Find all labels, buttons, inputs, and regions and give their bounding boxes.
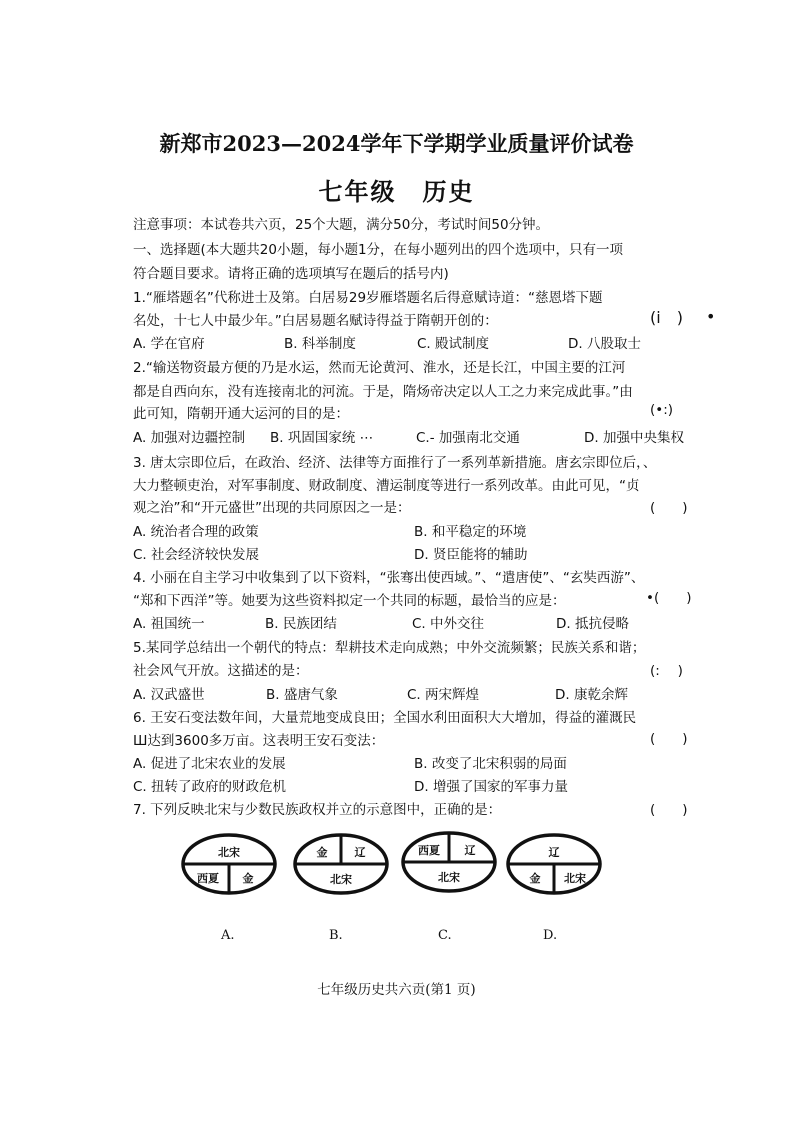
q5-line2: 社会风气开放。这描述的是： xyxy=(133,663,309,679)
q2-line1: 2.“输送物资最方便的乃是水运，然而无论黄河、淮水，还是长江，中国主要的江河 xyxy=(133,360,626,376)
diagram-b xyxy=(292,832,390,896)
q3-line2: 大力整顿吏治，对军事制度、财政制度、漕运制度等进行一系列改革。由此可见，“贞 xyxy=(133,478,640,494)
q6-option-c: C. 扭转了政府的财政危机 xyxy=(133,779,287,795)
q1-option-d: D. 八股取士 xyxy=(568,336,641,352)
q6-option-d: D. 增强了国家的军事力量 xyxy=(414,779,568,795)
notice-text: 注意事项：本试卷共六页，25个大题，满分50分，考试时间50分钟。 xyxy=(133,217,550,233)
diagram-d-bottom-left-label: 金 xyxy=(529,872,541,885)
exam-subtitle: 七年级 历史 xyxy=(318,177,475,206)
diagram-c-top-right-label: 辽 xyxy=(464,844,476,857)
q3-option-c: C. 社会经济较快发展 xyxy=(133,547,260,563)
diagram-c xyxy=(400,830,498,894)
section1-line2: 符合题目要求。请将正确的选项填写在题后的括号内) xyxy=(133,266,449,282)
q5-option-d: D. 康乾余辉 xyxy=(555,687,628,703)
diagram-a-top-label: 北宋 xyxy=(218,846,240,859)
q3-answer-paren[interactable]: ( ) xyxy=(650,500,688,516)
q1-option-a: A. 学在官府 xyxy=(133,336,205,352)
diagram-a-option-label[interactable]: A. xyxy=(221,928,235,943)
q1-dot-mark: • xyxy=(706,307,716,326)
q4-line2: “郑和下西洋”等。她要为这些资料拟定一个共同的标题，最恰当的应是： xyxy=(133,593,566,609)
diagram-a xyxy=(180,832,278,896)
diagram-a-bottom-right-label: 金 xyxy=(242,872,254,885)
exam-title: 新郑市2023—2024学年下学期学业质量评价试卷 xyxy=(159,131,634,156)
q6-option-a: A. 促进了北宋农业的发展 xyxy=(133,756,286,772)
q7-line1: 7. 下列反映北宋与少数民族政权并立的示意图中，正确的是： xyxy=(133,802,502,818)
q3-option-a: A. 统治者合理的政策 xyxy=(133,524,259,540)
q1-line1: 1.“雁塔题名”代称进士及第。白居易29岁雁塔题名后得意赋诗道：“慈恩塔下题 xyxy=(133,290,603,306)
q2-option-b: B. 巩固国家统 ⋯ xyxy=(270,430,374,446)
q1-option-b: B. 科举制度 xyxy=(284,336,356,352)
q1-line2: 名处，十七人中最少年。”白居易题名赋诗得益于隋朝开创的： xyxy=(133,313,498,329)
q4-line1: 4. 小丽在自主学习中收集到了以下资料，“张骞出使西域。”、“遣唐使”、“玄奘西游”、 xyxy=(133,570,645,586)
diagram-d-option-label[interactable]: D. xyxy=(543,928,558,943)
q5-line1: 5.某同学总结出一个朝代的特点：犁耕技术走向成熟；中外交流频繁；民族关系和谐； xyxy=(133,640,646,656)
q4-option-d: D. 抵抗侵略 xyxy=(556,616,629,632)
q3-line1: 3. 唐太宗即位后，在政治、经济、法律等方面推行了一系列革新措施。唐玄宗即位后，、 xyxy=(133,455,657,471)
diagram-d-bottom-right-label: 北宋 xyxy=(564,872,586,885)
q4-answer-paren[interactable]: •( ) xyxy=(646,590,692,606)
diagram-a-bottom-left-label: 西夏 xyxy=(197,872,219,885)
diagram-d-top-label: 辽 xyxy=(548,846,560,859)
diagram-d xyxy=(505,832,603,896)
q7-answer-paren[interactable]: ( ) xyxy=(650,802,688,818)
q2-option-a: A. 加强对边疆控制 xyxy=(133,430,246,446)
page-footer: 七年级历史共六贡(第1 页) xyxy=(317,982,476,998)
diagram-b-option-label[interactable]: B. xyxy=(329,928,343,943)
q1-answer-paren[interactable]: (i ) xyxy=(650,308,683,327)
diagram-c-bottom-label: 北宋 xyxy=(438,871,460,884)
q5-option-b: B. 盛唐气象 xyxy=(266,687,338,703)
q4-option-b: B. 民族团结 xyxy=(265,616,337,632)
diagram-c-top-left-label: 西夏 xyxy=(418,844,440,857)
diagram-b-bottom-label: 北宋 xyxy=(330,873,352,886)
q3-option-b: B. 和平稳定的环境 xyxy=(414,524,527,540)
q3-option-d: D. 贤臣能将的辅助 xyxy=(414,547,528,563)
q6-answer-paren[interactable]: ( ) xyxy=(650,731,688,747)
q2-answer-paren[interactable]: (•:) xyxy=(650,402,674,418)
diagram-b-top-left-label: 金 xyxy=(316,846,328,859)
diagram-b-top-right-label: 辽 xyxy=(354,846,366,859)
q1-option-c: C. 殿试制度 xyxy=(417,336,490,352)
section1-line1: 一、选择题(本大题共20小题，每小题1分，在每小题列出的四个选项中，只有一项 xyxy=(133,242,624,258)
q2-line3: 此可知，隋朝开通大运河的目的是： xyxy=(133,406,349,422)
diagram-c-option-label[interactable]: C. xyxy=(438,928,452,943)
q2-option-c: C.- 加强南北交通 xyxy=(416,430,520,446)
q2-option-d: D. 加强中央集权 xyxy=(584,430,684,446)
q2-line2: 都是自西向东，没有连接南北的河流。于是，隋炀帝决定以人工之力来完成此事。”由 xyxy=(133,384,633,400)
q4-option-a: A. 祖国统一 xyxy=(133,616,205,632)
q6-line1: 6. 王安石变法数年间，大量荒地变成良田；全国水利田面积大大增加，得益的灌溉民 xyxy=(133,710,637,726)
q5-answer-paren[interactable]: (: ) xyxy=(650,663,683,679)
q6-line2: Ш达到3600多万亩。这表明王安石变法： xyxy=(133,733,385,749)
q6-option-b: B. 改变了北宋积弱的局面 xyxy=(414,756,567,772)
q5-option-a: A. 汉武盛世 xyxy=(133,687,205,703)
q4-option-c: C. 中外交往 xyxy=(412,616,485,632)
q3-line3: 观之治”和“开元盛世”出现的共同原因之一是： xyxy=(133,500,411,516)
q5-option-c: C. 两宋辉煌 xyxy=(407,687,480,703)
